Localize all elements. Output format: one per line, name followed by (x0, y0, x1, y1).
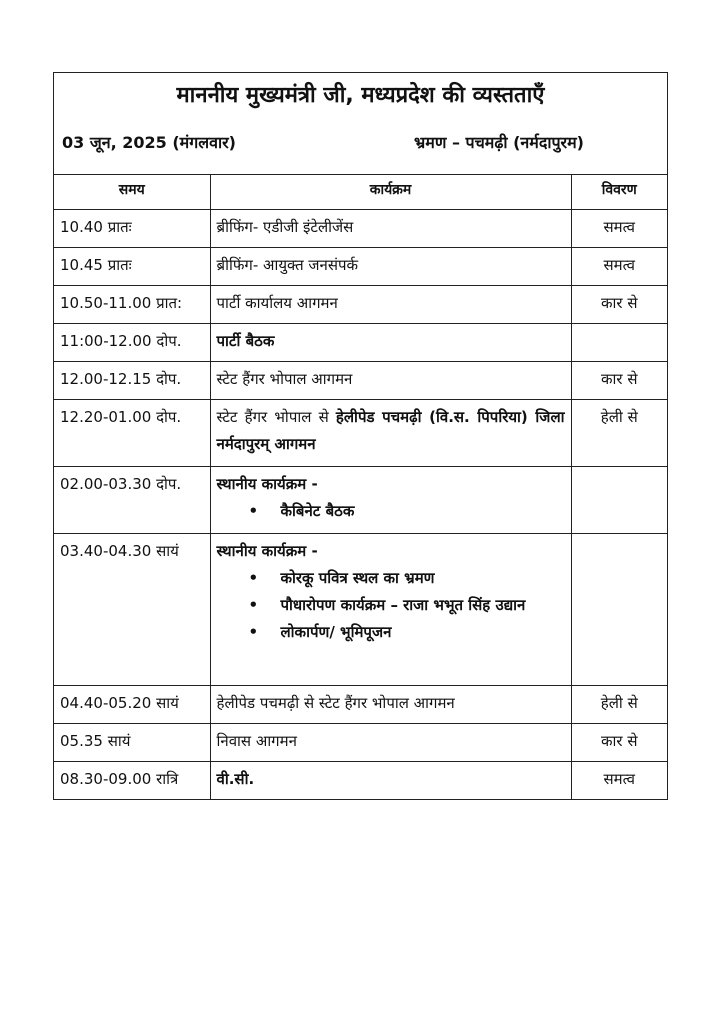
schedule-date: 03 जून, 2025 (मंगलवार) (62, 133, 236, 152)
table-row (54, 533, 667, 685)
bullet-icon: • (248, 501, 259, 520)
bullet-icon: • (248, 568, 259, 587)
row-detail: कार से (571, 361, 667, 399)
program-list (217, 498, 565, 525)
row-time: 08.30-09.00 रात्रि (54, 761, 210, 799)
row-time: 03.40-04.30 सायं (54, 533, 210, 685)
list-item-text: लोकार्पण/ भूमिपूजन (280, 622, 392, 641)
row-detail (571, 323, 667, 361)
row-time: 04.40-05.20 सायं (54, 685, 210, 723)
row-program (210, 466, 571, 533)
row-program: पार्टी कार्यालय आगमन (210, 285, 571, 323)
schedule-table (54, 175, 667, 799)
schedule-sheet (53, 72, 668, 800)
table-row (54, 466, 667, 533)
row-program: निवास आगमन (210, 723, 571, 761)
bullet-icon: • (248, 595, 259, 614)
bullet-icon: • (248, 622, 259, 641)
row-time: 10.40 प्रातः (54, 209, 210, 247)
list-item-text: पौधारोपण कार्यक्रम – राजा भभूत सिंह उद्यान (280, 595, 526, 614)
list-item (248, 565, 565, 592)
row-program (210, 399, 571, 466)
row-program: पार्टी बैठक (210, 323, 571, 361)
table-row (54, 361, 667, 399)
program-list (217, 565, 565, 646)
column-header-program: कार्यक्रम (210, 175, 571, 209)
row-program-heading: स्थानीय कार्यक्रम - (216, 541, 318, 560)
row-time: 05.35 सायं (54, 723, 210, 761)
row-time: 10.50-11.00 प्रात: (54, 285, 210, 323)
row-program-heading: स्थानीय कार्यक्रम - (216, 474, 318, 493)
row-time: 11:00-12.00 दोप. (54, 323, 210, 361)
page-title: माननीय मुख्यमंत्री जी, मध्यप्रदेश की व्यस्तताएँ (176, 83, 545, 108)
column-header-detail: विवरण (571, 175, 667, 209)
row-program: ब्रीफिंग- एडीजी इंटेलीजेंस (210, 209, 571, 247)
row-detail (571, 466, 667, 533)
row-program-text: स्टेट हैंगर भोपाल से (216, 407, 336, 426)
row-time: 02.00-03.30 दोप. (54, 466, 210, 533)
tour-location: भ्रमण – पचमढ़ी (नर्मदापुरम) (414, 133, 584, 152)
row-program-bold-text: हेलीपेड पचमढ़ी (वि.स. पिपरिया) जिला नर्मदापुरम् आगमन (216, 407, 565, 453)
row-detail (571, 533, 667, 685)
row-program (210, 533, 571, 685)
row-program: वी.सी. (210, 761, 571, 799)
list-item-text: कैबिनेट बैठक (280, 501, 355, 520)
row-time: 10.45 प्रातः (54, 247, 210, 285)
row-detail: समत्व (571, 209, 667, 247)
row-detail: कार से (571, 723, 667, 761)
row-program: स्टेट हैंगर भोपाल आगमन (210, 361, 571, 399)
list-item (248, 619, 565, 646)
row-program: हेलीपेड पचमढ़ी से स्टेट हैंगर भोपाल आगमन (210, 685, 571, 723)
list-item-text: कोरकू पवित्र स्थल का भ्रमण (280, 568, 435, 587)
schedule-header (54, 73, 667, 175)
row-detail: हेली से (571, 399, 667, 466)
table-row (54, 723, 667, 761)
column-header-time: समय (54, 175, 210, 209)
row-detail: कार से (571, 285, 667, 323)
table-row (54, 285, 667, 323)
row-detail: हेली से (571, 685, 667, 723)
list-item (248, 592, 565, 619)
table-row (54, 761, 667, 799)
row-program: ब्रीफिंग- आयुक्त जनसंपर्क (210, 247, 571, 285)
table-row (54, 399, 667, 466)
table-row (54, 247, 667, 285)
table-row (54, 209, 667, 247)
list-item (248, 498, 565, 525)
row-detail: समत्व (571, 247, 667, 285)
table-row (54, 323, 667, 361)
row-detail: समत्व (571, 761, 667, 799)
table-row (54, 685, 667, 723)
table-header-row (54, 175, 667, 209)
row-time: 12.20-01.00 दोप. (54, 399, 210, 466)
row-time: 12.00-12.15 दोप. (54, 361, 210, 399)
